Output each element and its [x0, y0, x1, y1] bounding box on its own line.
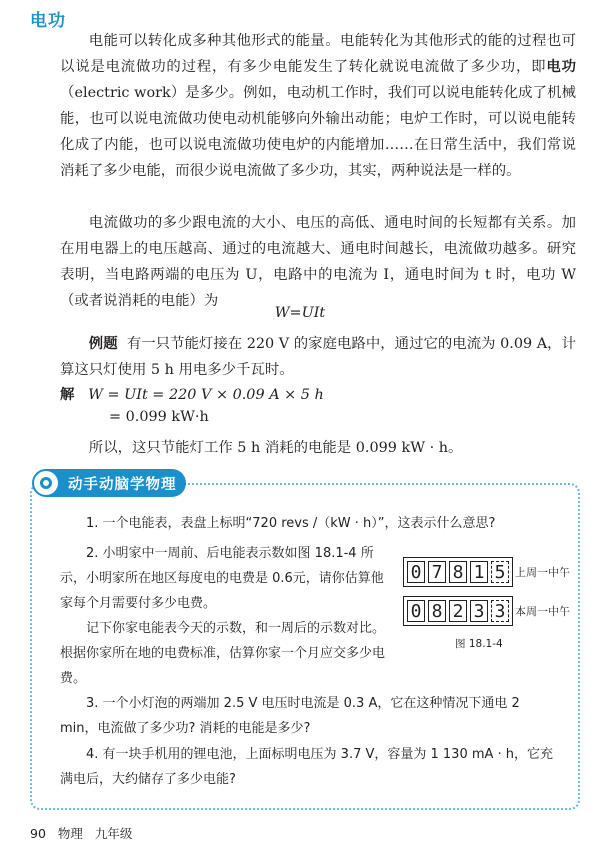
solution-line-1: [60, 383, 324, 404]
question-3: [60, 691, 560, 741]
footer-grade: 九年级: [94, 826, 133, 841]
p2-text: 电流做功的多少跟电流的大小、电压的高低、通电时间的长短都有关系。加在用电器上的电压越高、通过的电流越大、通电时间越长，电流做功越多。研究表明，当电路两端的电压为 U，电路中的电流为 I，通电时间为 t 时，电功 W（或者说消耗的电能）为: [60, 215, 576, 309]
example-label: 例题: [88, 335, 118, 352]
example-paragraph: [60, 331, 576, 383]
question-4: [60, 742, 560, 792]
meter-digit: 1: [470, 561, 488, 583]
question-4-text: 4. 有一块手机用的锂电池，上面标明电压为 3.7 V，容量为 1 130 mA · h，它充满电后，大约储存了多少电能?: [60, 747, 554, 787]
conclusion-text: 所以，这只节能灯工作 5 h 消耗的电能是 0.099 kW · h。: [88, 440, 463, 456]
meter-digit: 8: [449, 561, 467, 583]
question-2-followup: 记下你家电能表今天的示数，和一周后的示数对比。根据你家所在地的电费标准，估算你家一个月应交多少电费。: [60, 621, 386, 686]
meter-decimal-digit: 5: [491, 561, 509, 583]
work-factors-paragraph: [60, 210, 576, 314]
meter-this-week-label: 本周一中午: [515, 605, 570, 618]
page-number: 90: [30, 826, 46, 841]
footer-subject: 物理: [57, 826, 83, 841]
question-1: [60, 511, 560, 536]
section-title: 电功: [30, 11, 66, 31]
p1-text-b: （electric work）是多少。例如，电动机工作时，我们可以说电能转化成了机械能，也可以说电流做功使电动机能够向外输出动能；电炉工作时，可以说电能转化成了内能，也可以说电流做功使电炉的内能增加……在日常生活中，我们常说消耗了多少电能，而很少说电流做了多少功，其实，两种说法是一样的。: [60, 85, 576, 179]
meter-decimal-digit: 3: [491, 600, 509, 622]
meter-this-week-display: [403, 596, 513, 626]
solution-label: 解: [60, 386, 75, 403]
meter-digit: 2: [449, 600, 467, 622]
meter-digit: 8: [428, 600, 446, 622]
conclusion-paragraph: [60, 435, 576, 461]
meter-last-week-display: [403, 557, 513, 587]
meter-this-week: [403, 596, 570, 626]
term-electric-work: 电功: [546, 58, 576, 75]
figure-caption: 图 18.1-4: [455, 638, 503, 650]
meter-digit: 3: [470, 600, 488, 622]
example-text: 有一只节能灯接在 220 V 的家庭电路中，通过它的电流为 0.09 A，计算这只灯使用 5 h 用电多少千瓦时。: [60, 336, 576, 378]
page-footer: [30, 824, 144, 842]
meter-digit: 7: [428, 561, 446, 583]
formula: W=UIt: [274, 305, 326, 321]
question-3-text: 3. 一个小灯泡的两端加 2.5 V 电压时电流是 0.3 A，它在这种情况下通电 2 min，电流做了多少功? 消耗的电能是多少?: [60, 696, 520, 736]
question-2-text: 2. 小明家中一周前、后电能表示数如图 18.1-4 所示，小明家所在地区每度电的电费是 0.6元，请你估算他家每个月需要付多少电费。: [60, 546, 384, 611]
activity-title: 动手动脑学物理: [68, 476, 177, 493]
question-2: [60, 541, 395, 691]
meter-digit: 0: [407, 561, 425, 583]
activity-header: [34, 469, 186, 497]
solution-line-2: = 0.099 kW·h: [109, 409, 209, 425]
p1-text-a: 电能可以转化成多种其他形式的能量。电能转化为其他形式的能的过程也可以说是电流做功的过程，有多少电能发生了转化就说电流做了多少功，即: [60, 33, 576, 75]
meter-last-week-label: 上周一中午: [515, 566, 570, 579]
target-icon: [32, 469, 60, 497]
meter-digit: 0: [407, 600, 425, 622]
meter-last-week: [403, 557, 570, 587]
solution-equation: W = UIt = 220 V × 0.09 A × 5 h: [88, 387, 324, 403]
intro-paragraph: [60, 28, 576, 184]
question-1-text: 1. 一个电能表，表盘上标明“720 revs /（kW · h）”，这表示什么意思?: [86, 516, 496, 531]
